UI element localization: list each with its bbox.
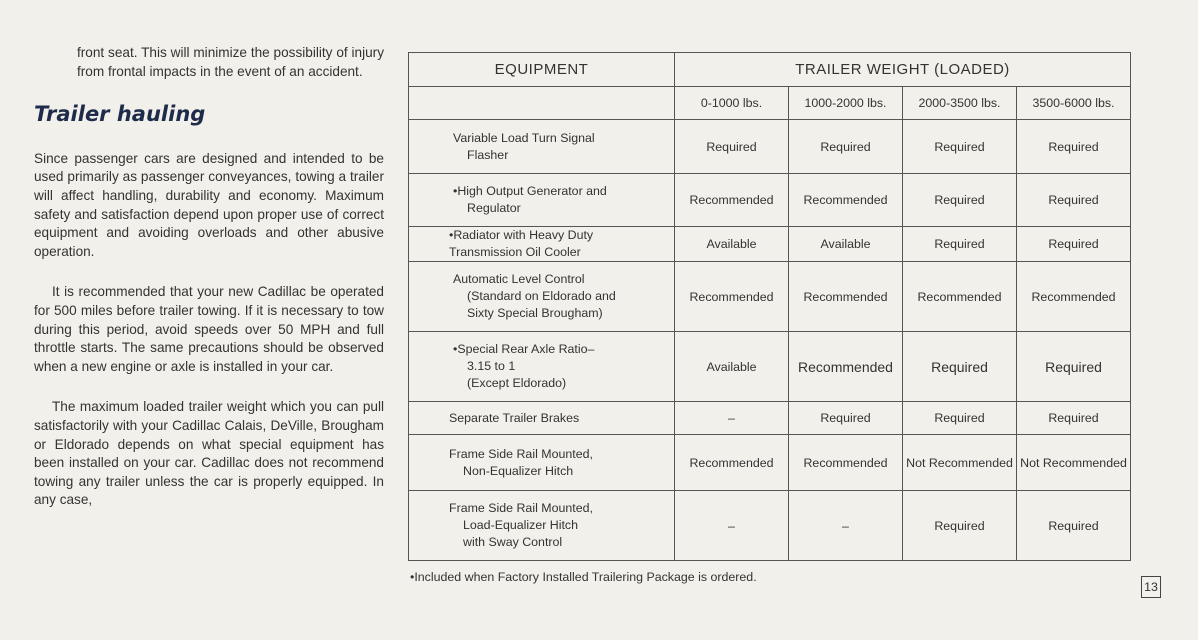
value-cell: Required — [1017, 120, 1131, 174]
weight-columns-row — [409, 87, 1131, 120]
trailer-weight-header: TRAILER WEIGHT (LOADED) — [675, 53, 1131, 87]
value-cell: Required — [1017, 332, 1131, 402]
value-cell: – — [789, 491, 903, 561]
value-cell: Recommended — [789, 332, 903, 402]
equipment-header: EQUIPMENT — [409, 53, 675, 87]
value-cell: Required — [903, 402, 1017, 435]
equipment-cell: Variable Load Turn Signal Flasher — [409, 120, 675, 174]
value-cell: Required — [1017, 491, 1131, 561]
value-cell: Required — [903, 491, 1017, 561]
value-cell: Required — [1017, 227, 1131, 262]
value-cell: Recommended — [675, 262, 789, 332]
value-cell: Not Recommended — [1017, 435, 1131, 491]
body-paragraph-3: The maximum loaded trailer weight which you can pull satisfactorily with your Cadillac Calais, DeVille, Brougham or Eldorado depends on what special equipment has been installed on your car. Cadillac does not recommend towing any trailer unless the car is properly equipped. In any case, — [34, 399, 384, 508]
value-cell: Required — [1017, 174, 1131, 227]
table-row — [409, 435, 1131, 491]
value-cell: Recommended — [675, 435, 789, 491]
body-paragraph-2: It is recommended that your new Cadillac be operated for 500 miles before trailer towing. If it is necessary to tow during this period, avoid speeds over 50 MPH and full throttle starts. The same precautions should be observed when a new engine or axle is installed in your car. — [34, 284, 384, 374]
empty-header-cell — [409, 87, 675, 120]
trailer-equipment-table — [408, 52, 1131, 561]
table-row — [409, 262, 1131, 332]
table-row — [409, 174, 1131, 227]
table-row — [409, 332, 1131, 402]
table-row — [409, 120, 1131, 174]
section-title: Trailer hauling — [34, 102, 206, 127]
value-cell: – — [675, 402, 789, 435]
table-row — [409, 402, 1131, 435]
weight-column-header: 3500-6000 lbs. — [1017, 87, 1131, 120]
body-paragraph-1: Since passenger cars are designed and intended to be used primarily as passenger conveyances, towing a trailer will affect handling, durability and economy. Maximum safety and satisfaction depend upon proper use of correct equipment and avoiding overloads and other abusive operation. — [34, 150, 384, 259]
value-cell: Required — [903, 227, 1017, 262]
value-cell: Recommended — [1017, 262, 1131, 332]
equipment-cell: Automatic Level Control (Standard on Eldorado and Sixty Special Brougham) — [409, 262, 675, 332]
weight-column-header: 2000-3500 lbs. — [903, 87, 1017, 120]
value-cell: Not Recommended — [903, 435, 1017, 491]
value-cell: Recommended — [789, 174, 903, 227]
equipment-cell: •Radiator with Heavy Duty Transmission Oil Cooler — [409, 227, 675, 262]
table-row — [409, 227, 1131, 262]
equipment-cell: •High Output Generator and Regulator — [409, 174, 675, 227]
value-cell: Available — [675, 332, 789, 402]
value-cell: Required — [1017, 402, 1131, 435]
table-header-row — [409, 53, 1131, 87]
equipment-cell: •Special Rear Axle Ratio– 3.15 to 1 (Except Eldorado) — [409, 332, 675, 402]
weight-column-header: 0-1000 lbs. — [675, 87, 789, 120]
value-cell: Recommended — [903, 262, 1017, 332]
value-cell: Recommended — [789, 262, 903, 332]
weight-column-header: 1000-2000 lbs. — [789, 87, 903, 120]
value-cell: Required — [903, 120, 1017, 174]
value-cell: Required — [903, 332, 1017, 402]
value-cell: Required — [675, 120, 789, 174]
value-cell: Required — [903, 174, 1017, 227]
page-number: 13 — [1141, 576, 1161, 598]
equipment-cell: Frame Side Rail Mounted, Non-Equalizer Hitch — [409, 435, 675, 491]
value-cell: Required — [789, 402, 903, 435]
table-row — [409, 491, 1131, 561]
equipment-cell: Frame Side Rail Mounted, Load-Equalizer Hitch with Sway Control — [409, 491, 675, 561]
value-cell: Recommended — [675, 174, 789, 227]
left-text-column — [34, 44, 384, 532]
value-cell: Required — [789, 120, 903, 174]
value-cell: Recommended — [789, 435, 903, 491]
value-cell: Available — [675, 227, 789, 262]
value-cell: Available — [789, 227, 903, 262]
equipment-cell: Separate Trailer Brakes — [409, 402, 675, 435]
table-footnote: •Included when Factory Installed Trailering Package is ordered. — [410, 570, 757, 584]
value-cell: – — [675, 491, 789, 561]
intro-paragraph: front seat. This will minimize the possibility of injury from frontal impacts in the event of an accident. — [77, 45, 384, 79]
